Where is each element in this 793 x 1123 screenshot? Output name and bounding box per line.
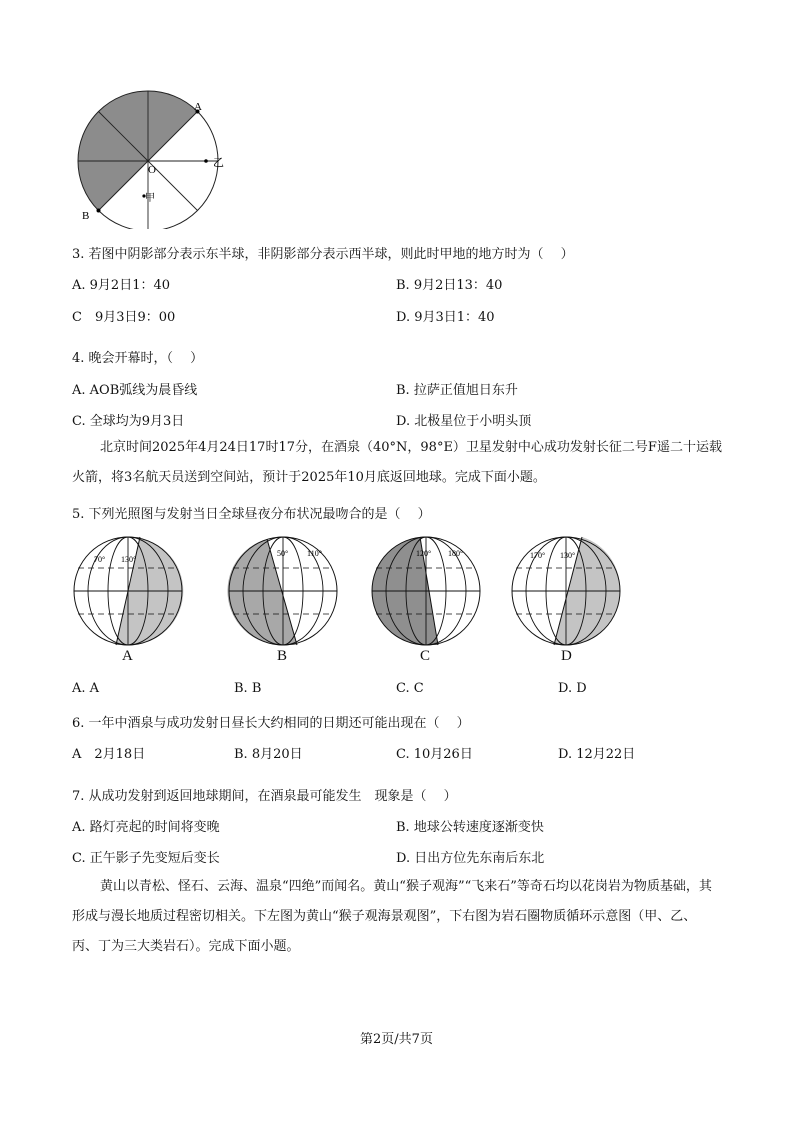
q4-option-a[interactable]: A. AOB弧线为晨昏线 <box>72 383 198 398</box>
q7-option-a[interactable]: A. 路灯亮起的时间将变晚 <box>72 820 220 835</box>
label-jia: 甲 <box>145 193 155 204</box>
page-footer: 第2页/共7页 <box>360 1032 433 1047</box>
globe-a <box>72 536 188 648</box>
globe-c-letter: C <box>420 648 431 664</box>
globe-d-letter: D <box>561 648 572 664</box>
globe-c-right-label: 180° <box>448 549 464 558</box>
globe-c-left-label: 120° <box>416 549 432 558</box>
question-4-stem: 4. 晚会开幕时，（ ） <box>72 351 204 366</box>
globe-d-right-label: 130° <box>560 551 576 560</box>
q6-option-b[interactable]: B. 8月20日 <box>234 747 303 762</box>
q6-option-d[interactable]: D. 12月22日 <box>558 747 636 762</box>
label-o: O <box>148 164 156 176</box>
question-6-stem: 6. 一年中酒泉与成功发射日昼长大约相同的日期还可能出现在（ ） <box>72 716 470 731</box>
globe-b <box>227 536 343 648</box>
q7-option-b[interactable]: B. 地球公转速度逐渐变快 <box>396 820 544 835</box>
q5-option-a[interactable]: A. A <box>72 681 100 696</box>
q6-option-a[interactable]: A 2月18日 <box>72 747 146 762</box>
globe-d-left-label: 170° <box>530 551 546 560</box>
globe-a-letter: A <box>122 648 133 664</box>
globe-b-right-label: 110° <box>307 549 322 558</box>
question-3-stem: 3. 若图中阴影部分表示东半球，非阴影部分表示西半球，则此时甲地的地方时为（ ） <box>72 247 574 262</box>
q3-option-d[interactable]: D. 9月3日1：40 <box>396 310 495 325</box>
globe-a-left-label: 70° <box>94 555 106 564</box>
globe-d <box>510 536 626 648</box>
globe-a-right-label: 130° <box>121 555 137 564</box>
q5-option-c[interactable]: C. C <box>396 681 424 696</box>
q3-option-a[interactable]: A. 9月2日1：40 <box>72 278 171 293</box>
globe-b-left-label: 50° <box>277 549 289 558</box>
globe-c <box>370 536 486 648</box>
passage-launch: 北京时间2025年4月24日17时17分，在酒泉（40°N，98°E）卫星发射中心成功发射长征二号F遥二十运载火箭，将3名航天员送到空间站，预计于2025年10月底返回地球。完成下面小题。 <box>72 440 722 485</box>
q4-option-d[interactable]: D. 北极星位于小明头顶 <box>396 414 532 429</box>
q3-option-c[interactable]: C 9月3日9：00 <box>72 310 176 325</box>
question-7-stem: 7. 从成功发射到返回地球期间，在酒泉最可能发生 现象是（ ） <box>72 789 457 804</box>
q5-option-b[interactable]: B. B <box>234 681 262 696</box>
hemisphere-figure <box>66 84 236 229</box>
q4-option-c[interactable]: C. 全球均为9月3日 <box>72 414 185 429</box>
globe-b-letter: B <box>277 648 288 664</box>
passage-huangshan: 黄山以青松、怪石、云海、温泉“四绝”而闻名。黄山“猴子观海”“飞来石”等奇石均以花岗岩为物质基础，其形成与漫长地质过程密切相关。下左图为黄山“猴子观海景观图”，下右图为岩石圈物质循环示意图（甲、乙、丙、丁为三大类岩石）。完成下面小题。 <box>72 879 712 954</box>
q4-option-b[interactable]: B. 拉萨正值旭日东升 <box>396 383 518 398</box>
q7-option-c[interactable]: C. 正午影子先变短后变长 <box>72 851 220 866</box>
label-yi: 乙 <box>213 157 224 169</box>
q5-option-d[interactable]: D. D <box>558 681 587 696</box>
q6-option-c[interactable]: C. 10月26日 <box>396 747 473 762</box>
question-5-stem: 5. 下列光照图与发射当日全球昼夜分布状况最吻合的是（ ） <box>72 507 431 522</box>
label-b: B <box>82 210 90 222</box>
label-a: A <box>194 101 202 113</box>
q7-option-d[interactable]: D. 日出方位先东南后东北 <box>396 851 545 866</box>
q3-option-b[interactable]: B. 9月2日13：40 <box>396 278 503 293</box>
